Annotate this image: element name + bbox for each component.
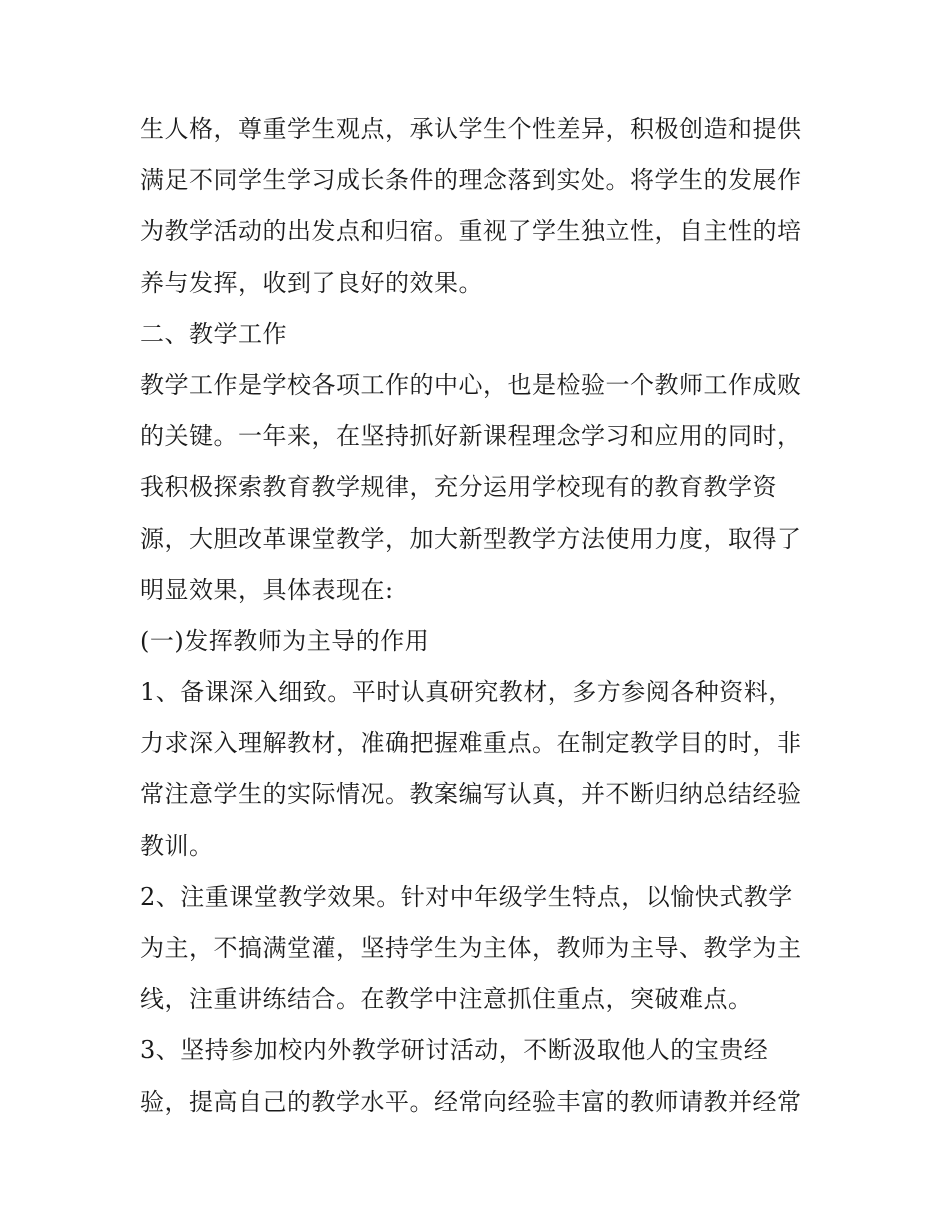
document-body (140, 104, 815, 1128)
text-line: 我积极探索教育教学规律，充分运用学校现有的教育教学资 (140, 473, 777, 502)
text-line: 常注意学生的实际情况。教案编写认真，并不断归纳总结经验 (140, 780, 802, 809)
text-line: 为教学活动的出发点和归宿。重视了学生独立性，自主性的培 (140, 217, 802, 246)
list-item-line: 3、坚持参加校内外教学研讨活动，不断汲取他人的宝贵经 (140, 1036, 769, 1065)
text-line: 的关键。一年来，在坚持抓好新课程理念学习和应用的同时， (140, 422, 802, 451)
text-line: 满足不同学生学习成长条件的理念落到实处。将学生的发展作 (140, 166, 802, 195)
list-item-line: 2、注重课堂教学效果。针对中年级学生特点，以愉快式教学 (140, 882, 793, 911)
text-line: 源，大胆改革课堂教学，加大新型教学方法使用力度，取得了 (140, 524, 802, 553)
list-item-line: 1、备课深入细致。平时认真研究教材，多方参阅各种资料， (140, 678, 793, 707)
text-line: 为主，不搞满堂灌，坚持学生为主体，教师为主导、教学为主 (140, 934, 802, 962)
text-line: 生人格，尊重学生观点，承认学生个性差异，积极创造和提供 (140, 115, 802, 143)
text-line: 养与发挥，收到了良好的效果。 (140, 268, 483, 297)
section-heading: 二、教学工作 (140, 319, 287, 348)
text-line: 教训。 (140, 831, 214, 860)
text-line: 线，注重讲练结合。在教学中注意抓住重点，突破难点。 (140, 985, 753, 1014)
text-line: 明显效果，具体表现在: (140, 575, 394, 604)
text-line: 教学工作是学校各项工作的中心，也是检验一个教师工作成败 (140, 370, 802, 399)
subsection-heading: (一)发挥教师为主导的作用 (140, 626, 430, 655)
text-line: 力求深入理解教材，准确把握难重点。在制定教学目的时，非 (140, 729, 802, 758)
text-line: 验，提高自己的教学水平。经常向经验丰富的教师请教并经常 (140, 1087, 802, 1116)
